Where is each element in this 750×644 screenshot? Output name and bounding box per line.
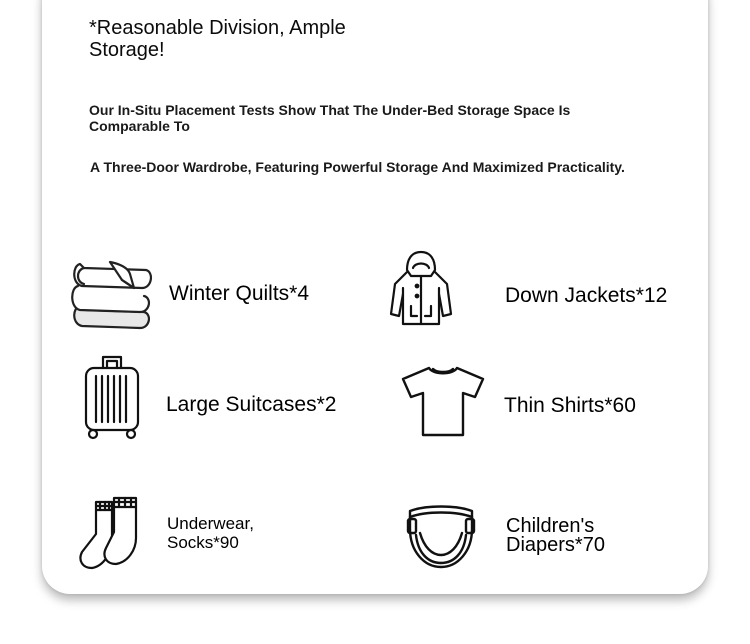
quilt-icon	[70, 258, 154, 330]
label-childrens-diapers	[506, 517, 605, 555]
label-underwear-line2: Socks*90	[167, 533, 239, 552]
suitcase-icon	[83, 354, 141, 440]
socks-icon	[78, 496, 140, 570]
label-underwear-line1: Underwear,	[167, 514, 254, 533]
tshirt-icon	[401, 365, 485, 437]
diaper-icon	[406, 503, 476, 569]
label-underwear-socks	[167, 514, 254, 552]
label-winter-quilts: Winter Quilts*4	[169, 282, 310, 305]
label-diapers-line2: Diapers*70	[506, 534, 605, 556]
jacket-icon	[389, 250, 453, 328]
paragraph-comparison: Our In-Situ Placement Tests Show That The Under-Bed Storage Space Is Comparable To	[89, 102, 571, 134]
label-large-suitcases: Large Suitcases*2	[166, 393, 337, 416]
headline: *Reasonable Division, Ample Storage!	[89, 17, 346, 61]
paragraph-wardrobe: A Three-Door Wardrobe, Featuring Powerful Storage And Maximized Practicality.	[90, 159, 625, 175]
label-thin-shirts: Thin Shirts*60	[504, 394, 636, 417]
label-diapers-line1: Children's	[506, 515, 595, 537]
label-down-jackets: Down Jackets*12	[505, 284, 668, 307]
